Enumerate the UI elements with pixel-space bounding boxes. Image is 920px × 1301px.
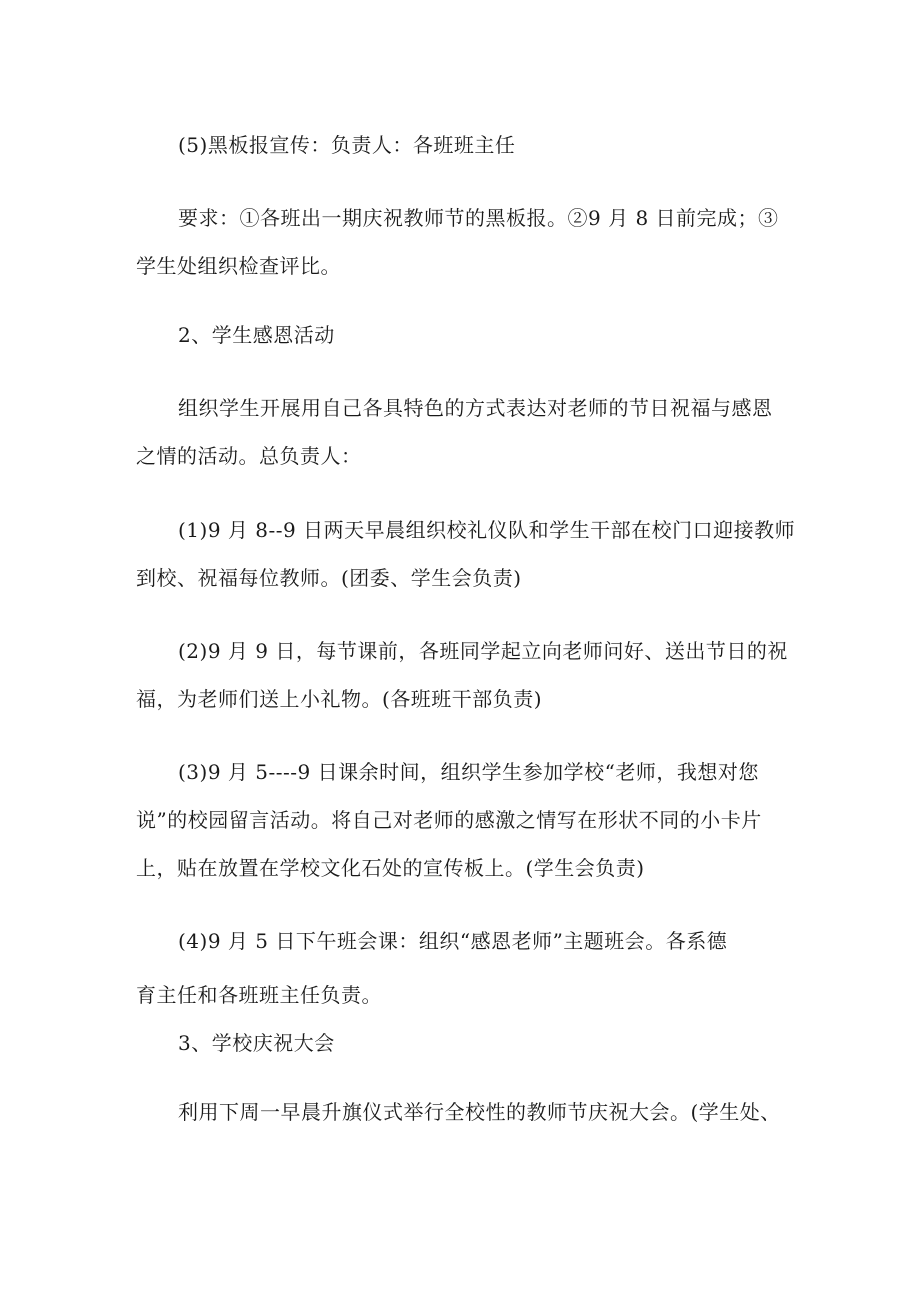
item-1-line-2: 到校、祝福每位教师。(团委、学生会负责) bbox=[136, 566, 522, 590]
blackboard-publicity-item: (5)黑板报宣传：负责人：各班班主任 bbox=[178, 133, 516, 157]
item-3-line-2: 说”的校园留言活动。将自己对老师的感激之情写在形状不同的小卡片 bbox=[136, 808, 762, 832]
requirement-line-1: 要求：①各班出一期庆祝教师节的黑板报。②9 月 8 日前完成；③ bbox=[178, 206, 779, 230]
item-4-line-1: (4)9 月 5 日下午班会课：组织“感恩老师”主题班会。各系德 bbox=[178, 929, 728, 953]
item-3-line-3: 上，贴在放置在学校文化石处的宣传板上。(学生会负责) bbox=[136, 856, 645, 880]
section-heading-celebration: 3、学校庆祝大会 bbox=[178, 1031, 335, 1055]
celebration-line-1: 利用下周一早晨升旗仪式举行全校性的教师节庆祝大会。(学生处、 bbox=[178, 1100, 781, 1124]
item-1-line-1: (1)9 月 8--9 日两天早晨组织校礼仪队和学生干部在校门口迎接教师 bbox=[178, 518, 796, 542]
item-3-line-1: (3)9 月 5----9 日课余时间，组织学生参加学校“老师，我想对您 bbox=[178, 760, 759, 784]
section-heading-gratitude: 2、学生感恩活动 bbox=[178, 323, 335, 347]
item-2-line-2: 福，为老师们送上小礼物。(各班班干部负责) bbox=[136, 687, 543, 711]
gratitude-intro-line-1: 组织学生开展用自己各具特色的方式表达对老师的节日祝福与感恩 bbox=[178, 396, 773, 420]
item-2-line-1: (2)9 月 9 日，每节课前，各班同学起立向老师问好、送出节日的祝 bbox=[178, 639, 788, 663]
gratitude-intro-line-2: 之情的活动。总负责人： bbox=[136, 444, 362, 468]
requirement-line-2: 学生处组织检查评比。 bbox=[136, 254, 341, 278]
item-4-line-2: 育主任和各班班主任负责。 bbox=[136, 983, 382, 1007]
